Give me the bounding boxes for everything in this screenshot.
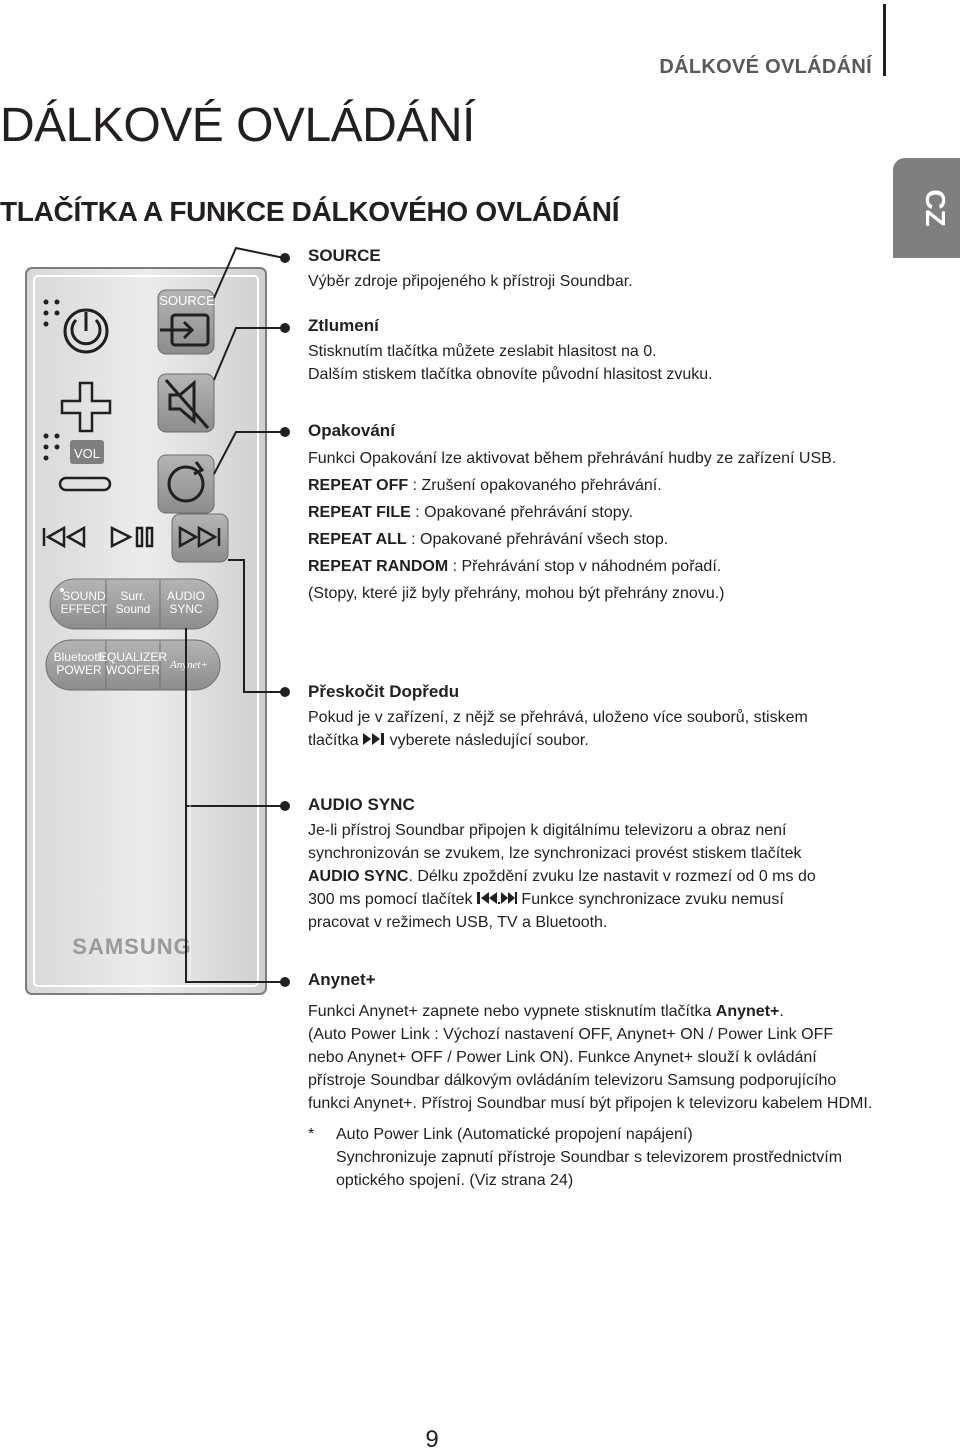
bullet-repeat xyxy=(280,427,290,437)
skip-desc-1: Pokud je v zařízení, z nějž se přehrává, uloženo více souborů, stiskem xyxy=(308,709,808,726)
header-section-title: DÁLKOVÉ OVLÁDÁNÍ xyxy=(659,56,872,78)
item-repeat xyxy=(308,421,928,607)
prev-next-inline-icon xyxy=(477,892,517,904)
vol-label: VOL xyxy=(73,446,101,461)
audio-sync-l5: pracovat v režimech USB, TV a Bluetooth. xyxy=(308,914,608,931)
bullet-audio-sync xyxy=(280,801,290,811)
eq-woofer-label-2: WOOFER xyxy=(106,663,160,677)
source-title: SOURCE xyxy=(308,246,381,265)
anynet-l5: funkci Anynet+. Přístroj Soundbar musí být připojen k televizoru kabelem HDMI. xyxy=(308,1095,873,1112)
bullet-anynet xyxy=(280,977,290,987)
skip-forward-inline-icon xyxy=(363,733,385,745)
anynet-l3: nebo Anynet+ OFF / Power Link ON). Funkce Anynet+ slouží k ovládání xyxy=(308,1049,817,1066)
sound-effect-label-2: EFFECT xyxy=(60,602,108,616)
repeat-button xyxy=(158,455,214,513)
repeat-random: REPEAT RANDOM : Přehrávání stop v náhodném pořadí. xyxy=(308,558,722,575)
bullet-source xyxy=(280,253,290,263)
source-desc: Výběr zdroje připojeného k přístroji Soundbar. xyxy=(308,273,633,290)
audio-sync-l4: 300 ms pomocí tlačítek Funkce synchronizace zvuku nemusí xyxy=(308,891,784,908)
surr-sound-label-2: Sound xyxy=(115,602,151,616)
source-label: SOURCE xyxy=(159,293,215,308)
bullet-skip xyxy=(280,687,290,697)
repeat-title: Opakování xyxy=(308,421,395,440)
surr-sound-label-1: Surr. xyxy=(120,589,146,603)
eq-woofer-label-1: EQUALIZER xyxy=(98,650,168,664)
skip-title: Přeskočit Dopředu xyxy=(308,682,460,701)
page-number: 9 xyxy=(425,1426,439,1453)
item-anynet xyxy=(308,970,928,1192)
sound-effect-label-1: SOUND xyxy=(62,589,106,603)
footnote-l3: optického spojení. (Viz strana 24) xyxy=(336,1172,574,1189)
page-title: DÁLKOVÉ OVLÁDÁNÍ xyxy=(0,99,475,152)
audio-sync-l3: AUDIO SYNC. Délku zpoždění zvuku lze nastavit v rozmezí od 0 ms do xyxy=(308,868,816,885)
audio-sync-l2: synchronizován se zvukem, lze synchronizaci provést stiskem tlačítek xyxy=(308,845,802,862)
remote-body xyxy=(26,268,266,994)
audio-sync-title: AUDIO SYNC xyxy=(308,795,415,814)
anynet-title: Anynet+ xyxy=(308,970,376,989)
mute-desc-1: Stisknutím tlačítka můžete zeslabit hlasitost na 0. xyxy=(308,343,657,360)
anynet-label: Anynet+ xyxy=(170,659,208,671)
audio-sync-label-1: AUDIO xyxy=(166,589,206,603)
item-skip xyxy=(308,682,928,752)
footnote-l2: Synchronizuje zapnutí přístroje Soundbar s televizorem prostřednictvím xyxy=(336,1149,843,1166)
anynet-footnote xyxy=(308,1123,928,1192)
skip-desc-2: tlačítka vyberete následující soubor. xyxy=(308,732,589,749)
samsung-logo: SAMSUNG xyxy=(72,934,192,959)
anynet-l1: Funkci Anynet+ zapnete nebo vypnete stisknutím tlačítka Anynet+. xyxy=(308,1003,784,1020)
footnote-star: * xyxy=(308,1126,315,1143)
item-mute xyxy=(308,316,928,386)
repeat-all: REPEAT ALL : Opakované přehrávání všech stop. xyxy=(308,531,669,548)
footnote-l1: Auto Power Link (Automatické propojení napájení) xyxy=(336,1126,693,1143)
repeat-note: (Stopy, které již byly přehrány, mohou být přehrány znovu.) xyxy=(308,585,725,602)
mute-desc-2: Dalším stiskem tlačítka obnovíte původní hlasitost zvuku. xyxy=(308,366,713,383)
repeat-file: REPEAT FILE : Opakované přehrávání stopy. xyxy=(308,504,633,521)
item-audio-sync xyxy=(308,795,928,934)
audio-sync-label-2: SYNC xyxy=(169,602,203,616)
section-title: TLAČÍTKA A FUNKCE DÁLKOVÉHO OVLÁDÁNÍ xyxy=(0,196,620,227)
item-source xyxy=(308,246,928,293)
mute-title: Ztlumení xyxy=(308,316,379,335)
bullet-mute xyxy=(280,323,290,333)
anynet-l4: přístroje Soundbar dálkovým ovládáním televizoru Samsung podporujícího xyxy=(308,1072,837,1089)
language-tab-label: CZ xyxy=(920,189,951,227)
bt-power-label-2: POWER xyxy=(56,663,102,677)
audio-sync-l1: Je-li přístroj Soundbar připojen k digitálnímu televizoru a obraz není xyxy=(308,822,787,839)
anynet-l2: (Auto Power Link : Výchozí nastavení OFF, Anynet+ ON / Power Link OFF xyxy=(308,1026,834,1043)
repeat-intro: Funkci Opakování lze aktivovat během přehrávání hudby ze zařízení USB. xyxy=(308,450,837,467)
bt-power-label-1: Bluetooth xyxy=(53,650,105,664)
repeat-off: REPEAT OFF : Zrušení opakovaného přehrávání. xyxy=(308,477,662,494)
